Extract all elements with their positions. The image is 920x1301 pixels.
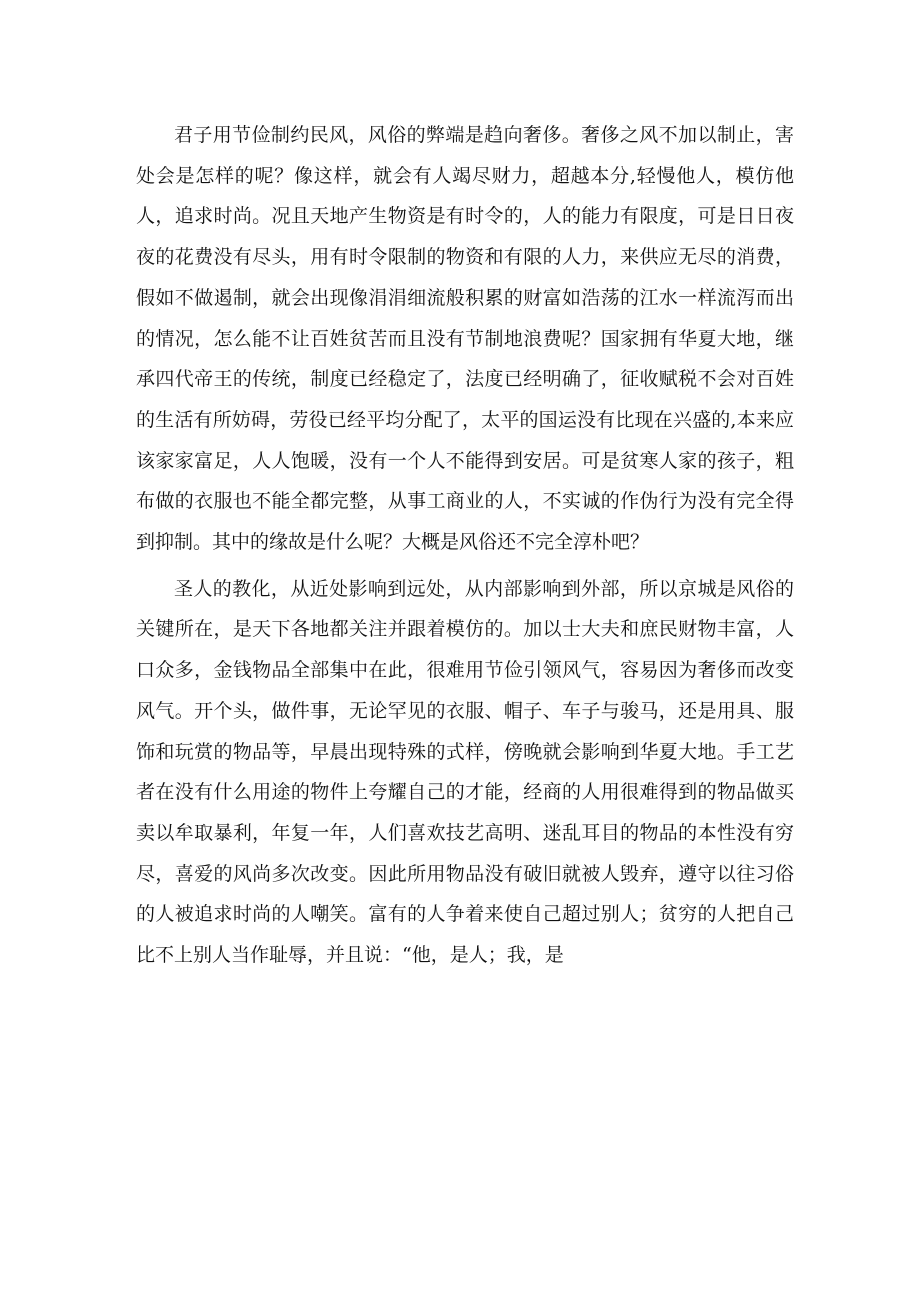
paragraph-1: 君子用节俭制约民风，风俗的弊端是趋向奢侈。奢侈之风不加以制止，害处会是怎样的呢？像这样，就会有人竭尽财力，超越本分,轻慢他人，模仿他人，追求时尚。况且天地产生物资是有时令的，人的能力有限度，可是日日夜夜的花费没有尽头，用有时令限制的物资和有限的人力，来供应无尽的消费，假如不做遏制，就会出现像涓涓细流般积累的财富如浩荡的江水一样流泻而出的情况，怎么能不让百姓贫苦而且没有节制地浪费呢？国家拥有华夏大地，继承四代帝王的传统，制度已经稳定了，法度已经明确了，征收赋税不会对百姓的生活有所妨碍，劳役已经平均分配了，太平的国运没有比现在兴盛的,本来应该家家富足，人人饱暖，没有一个人不能得到安居。可是贫寒人家的孩子，粗布做的衣服也不能全都完整，从事工商业的人，不实诚的作伪行为没有完全得到抑制。其中的缘故是什么呢？大概是风俗还不完全淳朴吧？ bbox=[136, 124, 794, 554]
document-page bbox=[136, 115, 794, 976]
paragraph-2: 圣人的教化，从近处影响到远处，从内部影响到外部，所以京城是风俗的关键所在，是天下各地都关注并跟着模仿的。加以士大夫和庶民财物丰富，人口众多，金钱物品全部集中在此，很难用节俭引领风气，容易因为奢侈而改变风气。开个头，做件事，无论罕见的衣服、帽子、车子与骏马，还是用具、服饰和玩赏的物品等，早晨出现特殊的式样，傍晚就会影响到华夏大地。手工艺者在没有什么用途的物件上夸耀自己的才能，经商的人用很难得到的物品做买卖以牟取暴利，年复一年，人们喜欢技艺高明、迷乱耳目的物品的本性没有穷尽，喜爱的风尚多次改变。因此所用物品没有破旧就被人毁弃，遵守以往习俗的人被追求时尚的人嘲笑。富有的人争着来使自己超过别人；贫穷的人把自己比不上别人当作耻辱，并且说：“他，是人；我，是 bbox=[136, 577, 794, 967]
